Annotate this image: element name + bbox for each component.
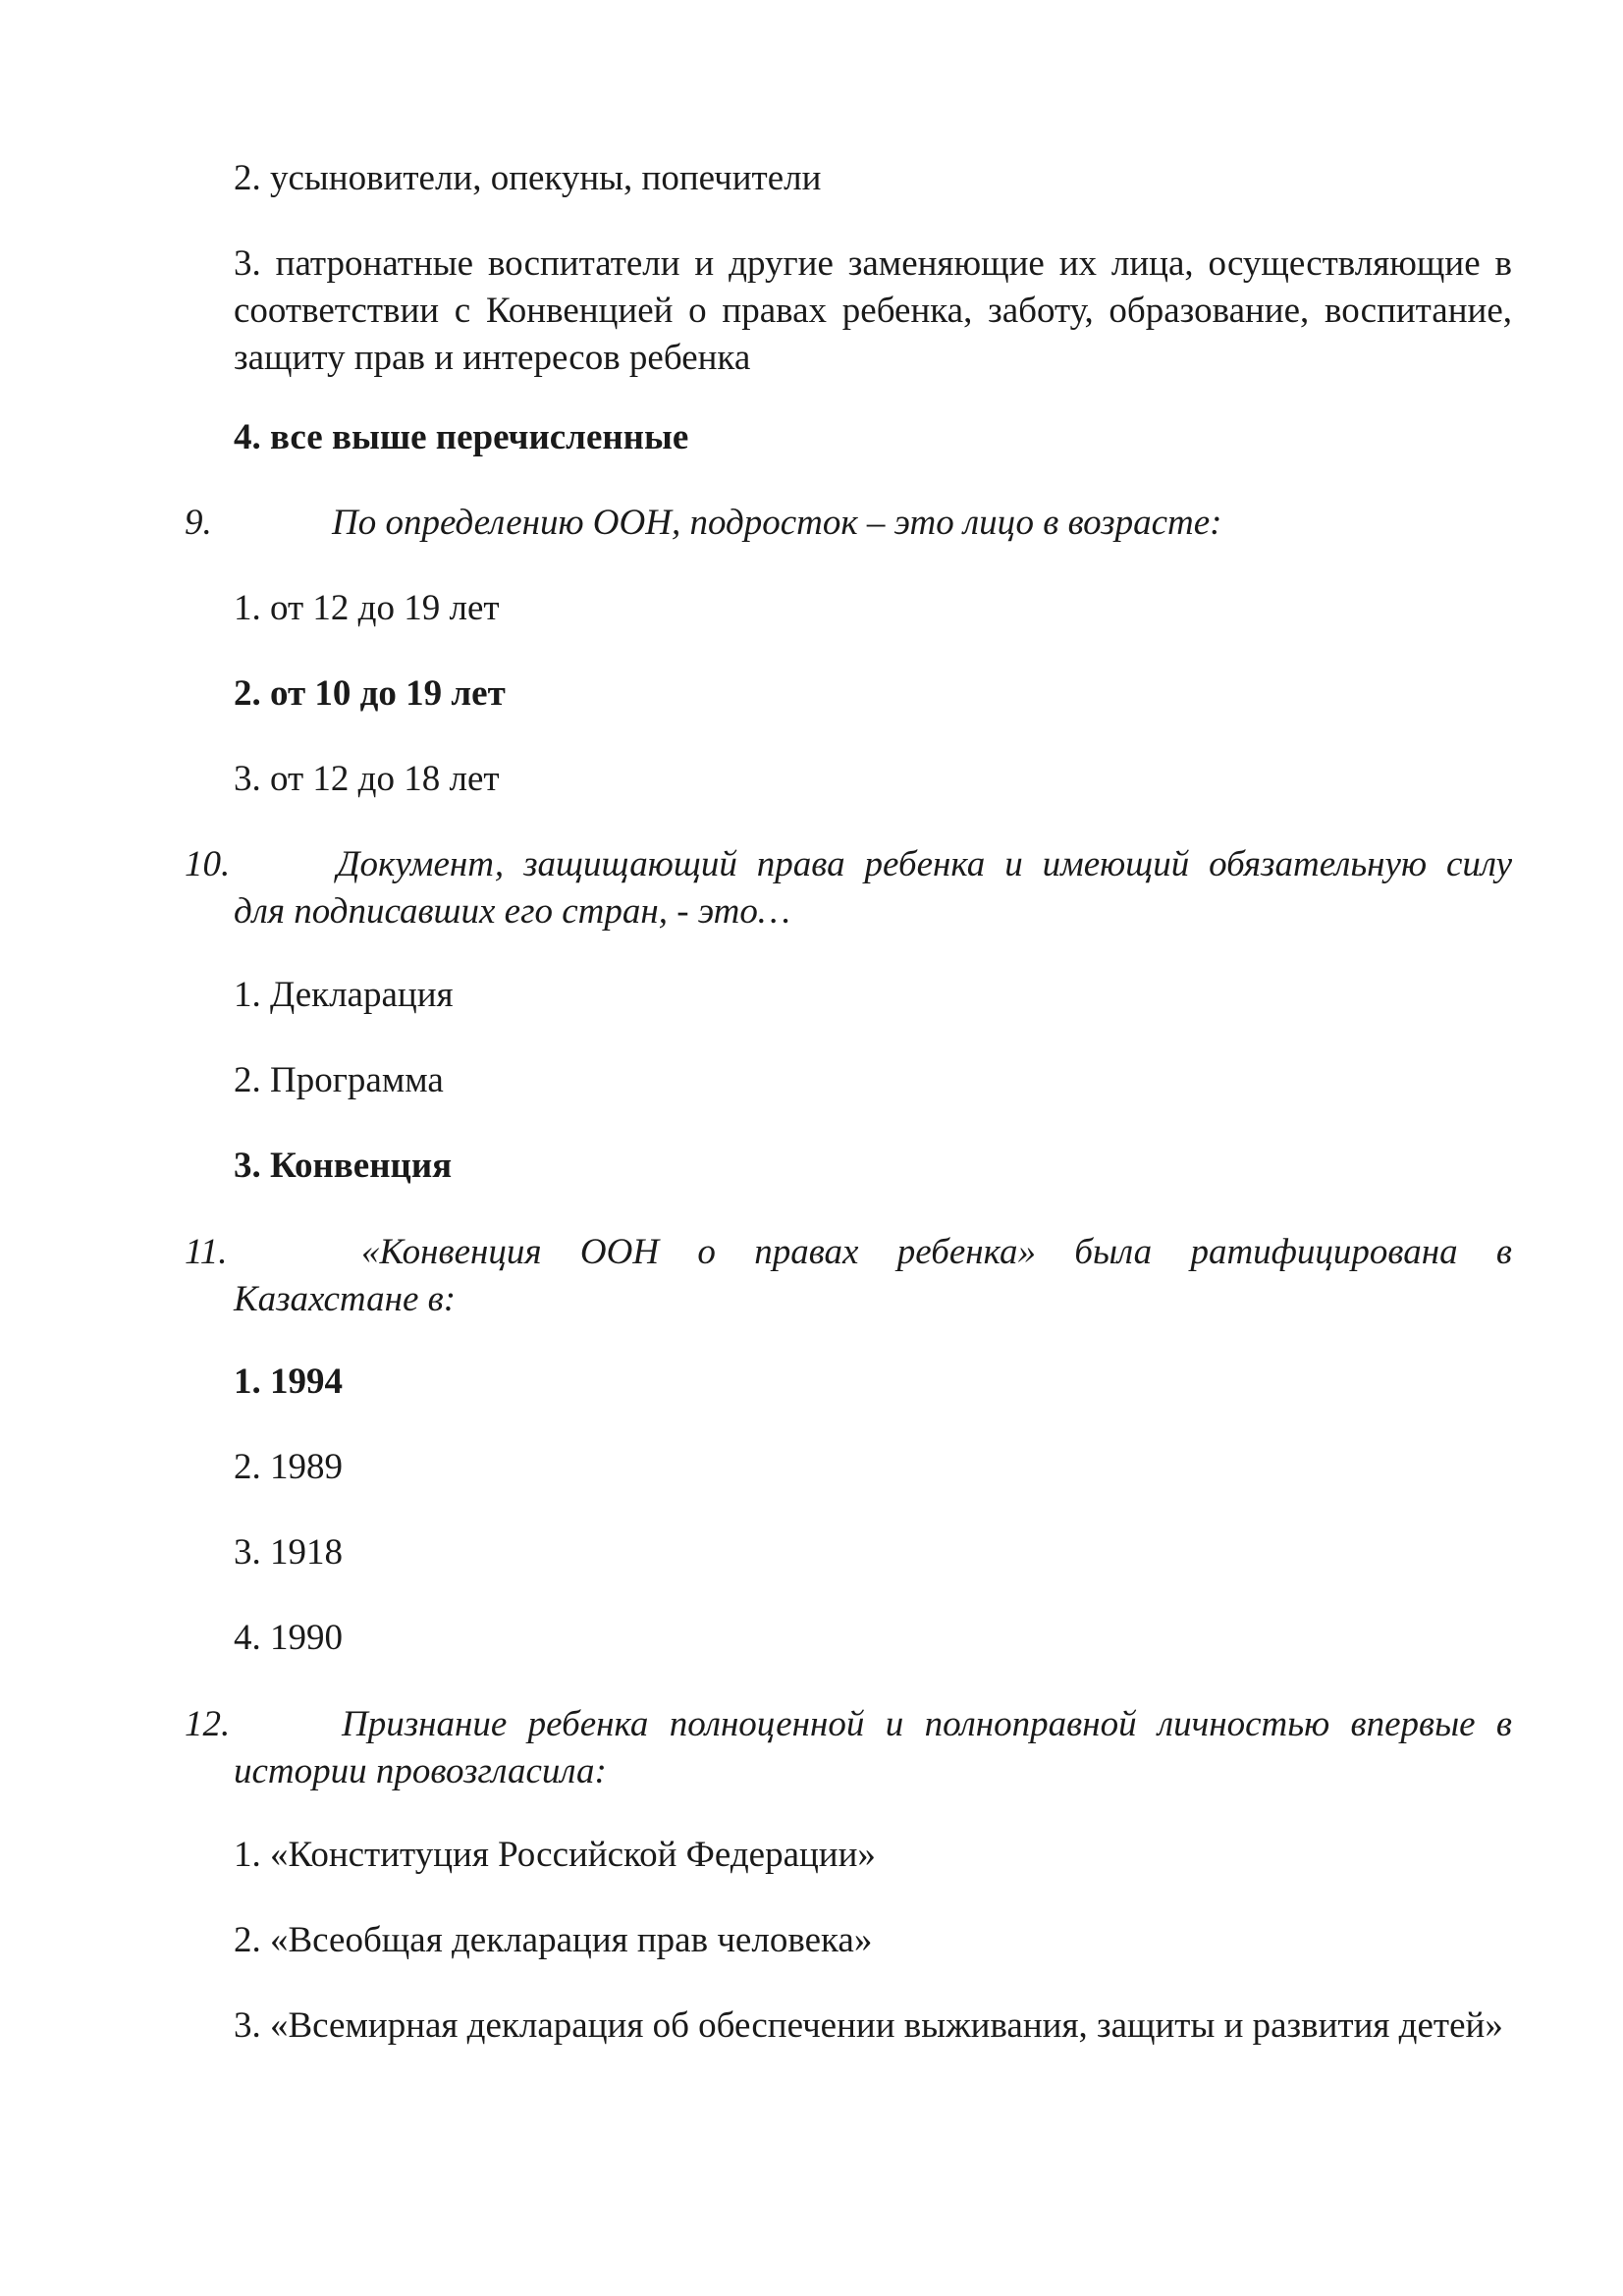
answer-option-correct: 2. от 10 до 19 лет <box>234 673 506 714</box>
answer-option: 4. 1990 <box>234 1618 343 1658</box>
answer-option-correct: 3. Конвенция <box>234 1146 453 1186</box>
answer-option: 3. от 12 до 18 лет <box>234 759 500 799</box>
question-number: 10. <box>185 844 231 884</box>
answer-option: 3. патронатные воспитатели и другие заменяющие их лица, осуществляющие в соответствии с Конвенцией о правах ребенка, заботу, образование, воспитание, защиту прав и интересов ребенка <box>234 243 1512 378</box>
answer-option-correct: 1. 1994 <box>234 1362 343 1402</box>
question-9 <box>185 500 1512 547</box>
question-text-line-1: Документ, защищающий права ребенка и имеющий обязательную силу <box>337 844 1512 884</box>
answer-option: 3. 1918 <box>234 1532 343 1573</box>
answer-option: 1. Декларация <box>234 975 454 1015</box>
answer-option-correct: 4. все выше перечисленные <box>234 417 689 457</box>
question-number: 9. <box>185 503 212 543</box>
question-text-line-2: Казахстане в: <box>234 1279 457 1319</box>
answer-option: 3. «Всемирная декларация об обеспечении выживания, защиты и развития детей» <box>234 2005 1503 2046</box>
question-text: По определению ООН, подросток – это лицо в возрасте: <box>332 503 1222 543</box>
answer-option: 2. Программа <box>234 1060 444 1100</box>
question-text-line-2: для подписавших его стран, - это… <box>234 891 790 932</box>
question-number: 11. <box>185 1232 228 1272</box>
question-text-line-1: «Конвенция ООН о правах ребенка» была ратифицирована в <box>361 1232 1512 1272</box>
answer-option: 1. от 12 до 19 лет <box>234 588 500 628</box>
answer-option: 1. «Конституция Российской Федерации» <box>234 1835 876 1875</box>
question-12 <box>185 1701 1512 1795</box>
question-text-line-1: Признание ребенка полноценной и полноправной личностью впервые в <box>342 1704 1512 1744</box>
answer-option: 2. «Всеобщая декларация прав человека» <box>234 1920 873 1960</box>
question-11 <box>185 1229 1512 1323</box>
question-number: 12. <box>185 1704 231 1744</box>
answer-option: 2. усыновители, опекуны, попечители <box>234 158 822 198</box>
question-10 <box>185 841 1512 935</box>
question-text-line-2: истории провозгласила: <box>234 1751 607 1791</box>
answer-option: 2. 1989 <box>234 1447 343 1487</box>
